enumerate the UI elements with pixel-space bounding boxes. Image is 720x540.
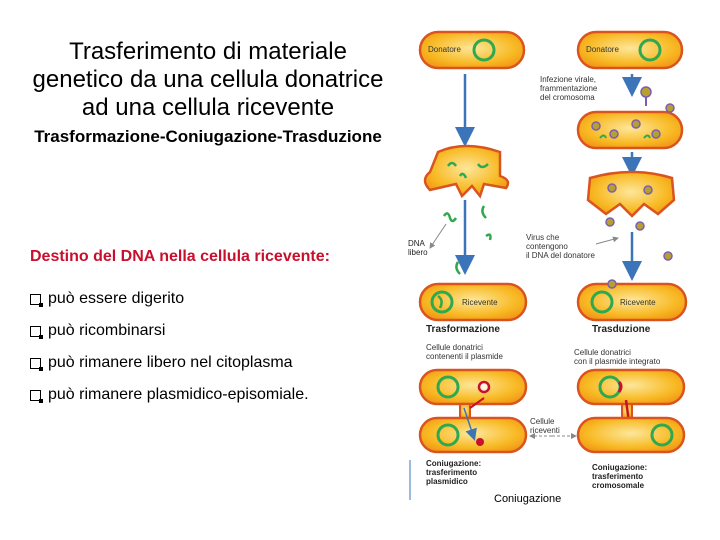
donor-cell-right (578, 32, 682, 68)
free-dna-fragments (444, 206, 491, 274)
plasmid-icon (476, 438, 484, 446)
title-line-3: ad una cellula ricevente (81, 94, 335, 121)
destination-heading: Destino del DNA nella cellula ricevente: (30, 248, 330, 265)
phage-icon (641, 87, 651, 106)
recipient-label-left: Ricevente (462, 298, 498, 307)
fate-list (30, 290, 309, 418)
donor-label-right: Donatore (586, 45, 619, 54)
virus-note: Virus che contengono il DNA del donatore (526, 233, 595, 260)
viral-infection-note: Infezione virale, frammentazione del cromosoma (540, 75, 598, 102)
list-item: può rimanere plasmidico-episomiale. (30, 386, 309, 404)
title-line-2: genetico da una cellula donatrice (32, 66, 384, 93)
recipient-cell-left (420, 284, 526, 320)
recipient-label-right: Ricevente (620, 298, 656, 307)
plasmid-conjugation-label: Coniugazione: trasferimento plasmidico (426, 459, 482, 486)
infected-donor-cell (578, 104, 682, 148)
checkbox-bullet-icon (30, 294, 41, 305)
free-dna-label: DNA libero (408, 239, 428, 257)
checkbox-bullet-icon (30, 390, 41, 401)
checkbox-bullet-icon (30, 326, 41, 337)
donor-label-left: Donatore (428, 45, 461, 54)
plasmid-donor-cell (420, 370, 526, 404)
chromosomal-conjugation-label: Coniugazione: trasferimento cromosomale (592, 463, 648, 490)
plasmid-recipient-cell (420, 408, 526, 452)
transformation-label: Trasformazione (426, 324, 500, 335)
integrated-donor-cell (578, 370, 684, 404)
plasmid-icon (479, 382, 489, 392)
transduction-label: Trasduzione (592, 324, 651, 335)
gene-transfer-diagram (400, 0, 720, 540)
page-subtitle: Trasformazione-Coniugazione-Trasduzione (34, 127, 382, 146)
donor-cell-left (420, 32, 524, 68)
list-item: può essere digerito (30, 290, 309, 308)
lysing-infected-cell (588, 172, 674, 230)
list-item: può ricombinarsi (30, 322, 309, 340)
page-title (8, 38, 408, 122)
recipient-cell-right (578, 280, 686, 320)
integrated-donor-note: Cellule donatrici con il plasmide integrato (574, 348, 661, 366)
plasmid-donor-note: Cellule donatrici contenenti il plasmide (426, 343, 503, 361)
checkbox-bullet-icon (30, 358, 41, 369)
lysing-donor-cell (425, 146, 508, 196)
list-item: può rimanere libero nel citoplasma (30, 354, 309, 372)
recipient-cells-note: Cellule riceventi (530, 417, 560, 435)
chromosomal-recipient-cell (578, 418, 684, 452)
title-line-1: Trasferimento di materiale (69, 38, 347, 65)
footer-label: Coniugazione (494, 493, 562, 505)
